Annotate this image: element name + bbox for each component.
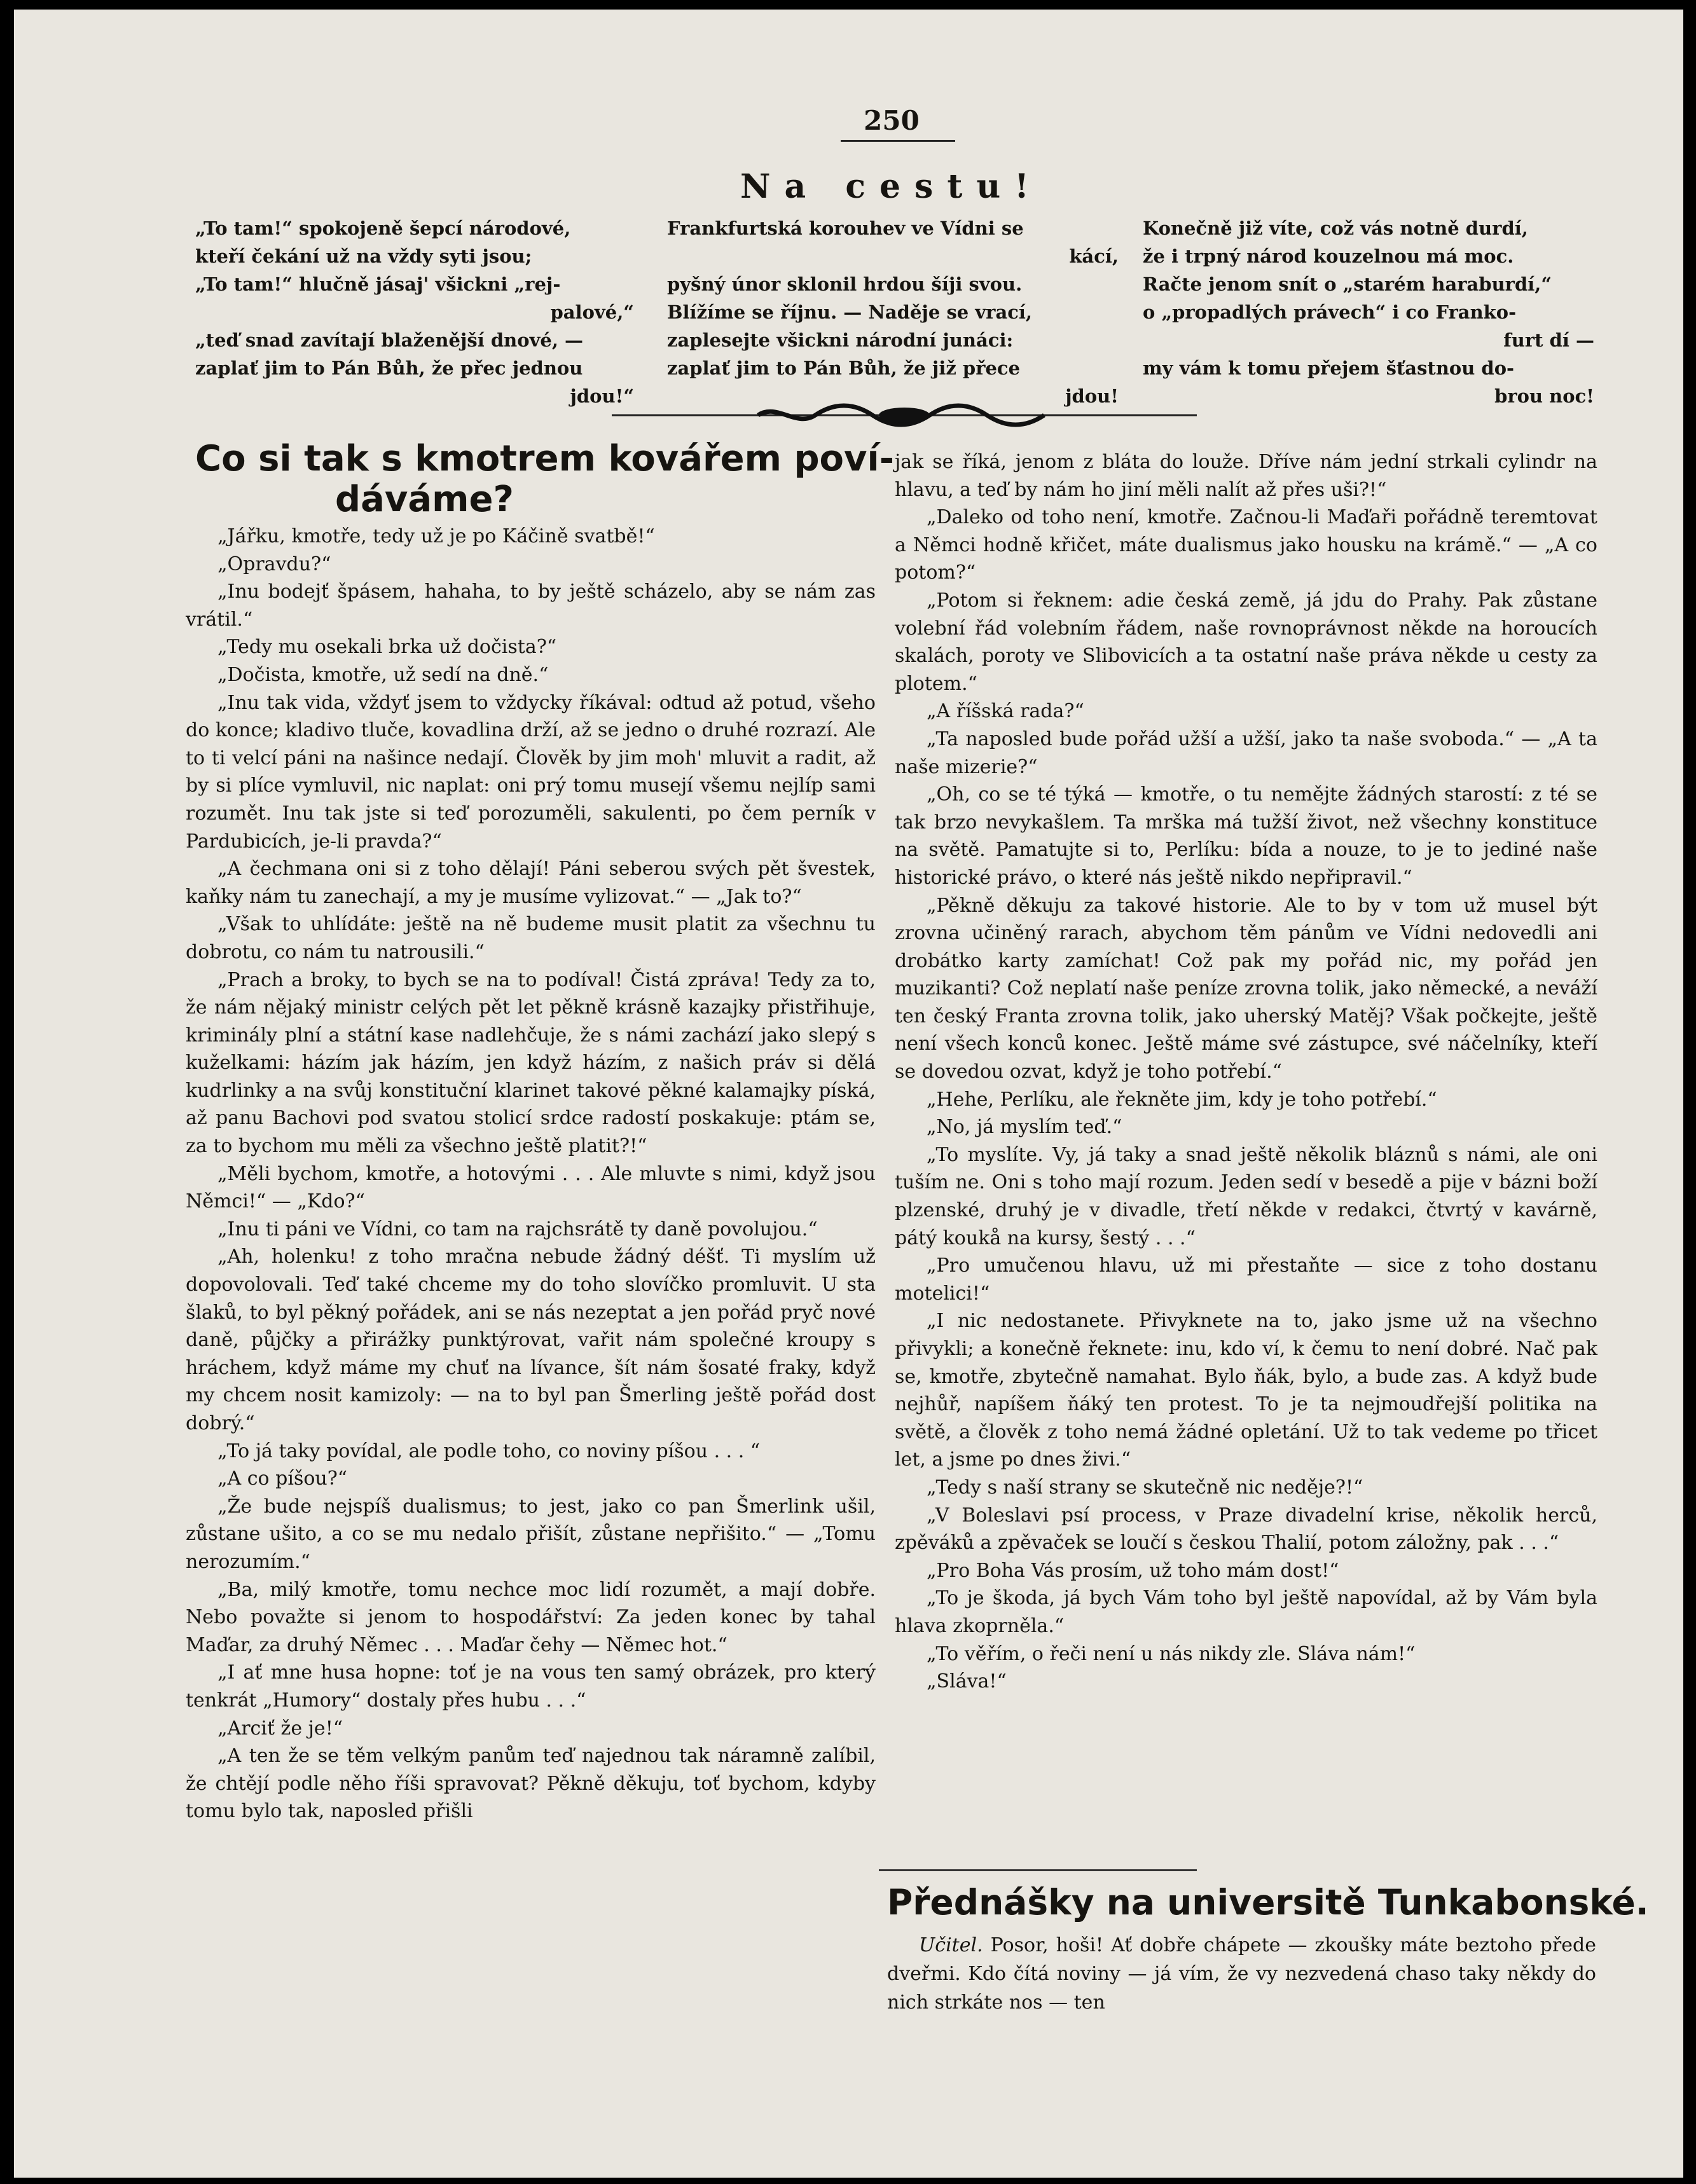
dialogue-paragraph: „Ta naposled bude pořád užší a užší, jako ta naše svoboda.“ — „A ta naše mizerie?“ xyxy=(895,727,1597,778)
poem-stanza-1 xyxy=(195,214,634,410)
lecture-body: Posor, hoši! Ať dobře chápete — zkoušky máte beztoho přede dveřmi. Kdo čítá noviny — já vím, že vy nezvedená chaso taky někdy do nich strkáte nos — ten xyxy=(887,1934,1596,2014)
page-number: 250 xyxy=(864,105,920,136)
article-title-line-2: dáváme? xyxy=(335,479,514,520)
dialogue-paragraph: „To myslíte. Vy, já taky a snad ještě několik bláznů s námi, ale oni tuším ne. Oni s toho mají rozum. Jeden sedí v besedě a pije v bázni boží plzenské, druhý je v divadle, třetí někde v redakci, čtvrtý v kavárně, pátý koukå na kursy, šestý . . .“ xyxy=(895,1143,1597,1249)
dialogue-paragraph: „Sláva!“ xyxy=(927,1670,1007,1693)
dialogue-paragraph: „Pěkně děkuju za takové historie. Ale to by v tom už musel být zrovna učiněný rarach, abychom těm pánům ve Vídni nedovedli ani drobátko karty zamíchat! Což pak my pořád nic, my pořád jen muzikanti? Což neplatí naše peníze zrovna tolik, jako německé, a neváží ten český Franta zrovna tolik, jako uherský Matěj? Však počkejte, ještě není všech konců konec. Ještě máme své zástupce, své náčelníky, kteří se dovedou ozvat, když je toho potřebí.“ xyxy=(895,894,1597,1083)
dialogue-paragraph: jak se říká, jenom z bláta do louže. Dříve nám jední strkali cylindr na hlavu, a teď by nám ho jiní měli nalít až přes uši?!“ xyxy=(895,451,1597,501)
poem-line: o „propadlých právech“ i co Franko- xyxy=(1143,301,1517,323)
dialogue-paragraph: „I ať mne husa hopne: toť je na vous ten samý obrázek, pro který tenkrát „Humory“ dostaly přes hubu . . .“ xyxy=(186,1661,876,1712)
poem-stanza-3 xyxy=(1143,214,1594,410)
dialogue-paragraph: „To já taky povídal, ale podle toho, co noviny píšou . . . “ xyxy=(217,1439,761,1462)
poem-line: Blížíme se říjnu. — Naděje se vrací, xyxy=(667,301,1033,323)
article-column-right xyxy=(895,448,1597,1696)
dialogue-paragraph: „Daleko od toho není, kmotře. Začnou-li Maďaři pořádně teremtovat a Němci hodně křičet, máte dualismus jako housku na krámě.“ — „A co potom?“ xyxy=(895,506,1597,584)
ornament-divider xyxy=(612,396,1197,434)
dialogue-paragraph: „Oh, co se té týká — kmotře, o tu nemějte žádných starostí: z té se tak brzo nevykašlem. Ta mrška má tužší život, než všechny konstituce na světě. Pamatujte si to, Perlíku: bída a nouze, to je to jediné naše historické právo, o které nás ještě nikdo nepřipravil.“ xyxy=(895,783,1597,889)
poem-line: Konečně již víte, což vás notně durdí, xyxy=(1143,217,1528,239)
dialogue-paragraph: „Arciť že je!“ xyxy=(217,1717,343,1740)
poem-title: Na cestu! xyxy=(740,167,1043,206)
lecture-speaker: Učitel. xyxy=(919,1934,983,1956)
dialogue-paragraph: „Ba, milý kmotře, tomu nechce moc lidí rozumět, a mají dobře. Nebo považte si jenom to hospodářství: Za jeden konec by tahal Maďar, za druhý Němec . . . Maďar čehy — Němec hot.“ xyxy=(186,1578,876,1656)
poem-line: Račte jenom snít o „starém haraburdí,“ xyxy=(1143,273,1552,295)
dialogue-paragraph: „Že bude nejspíš dualismus; to jest, jako co pan Šmerlink ušil, zůstane ušito, a co se mu nedalo přišít, zůstane nepřišito.“ — „Tomu nerozumím.“ xyxy=(186,1495,876,1573)
poem-line: jdou! xyxy=(1065,385,1119,407)
dialogue-paragraph: „Pro Boha Vás prosím, už toho mám dost!“ xyxy=(927,1559,1339,1582)
dialogue-paragraph: „Inu bodejť špásem, hahaha, to by ještě scházelo, aby se nám zas vrátil.“ xyxy=(186,580,876,631)
poem-line: jdou!“ xyxy=(570,385,634,407)
dialogue-paragraph: „A ten že se těm velkým panům teď najednou tak náramně zalíbil, že chtějí podle něho říši spravovat? Pěkně děkuju, toť bychom, kdyby tomu bylo tak, naposled přišli xyxy=(186,1745,876,1823)
poem-line: zaplesejte všickni národní junáci: xyxy=(667,329,1014,351)
poem-line: „teď snad zavítají blaženější dnové, — xyxy=(195,329,584,351)
newspaper-page xyxy=(14,10,1683,2178)
dialogue-paragraph: „Dočista, kmotře, už sedí na dně.“ xyxy=(217,663,549,686)
poem-line: kteří čekání už na vždy syti jsou; xyxy=(195,245,532,267)
section-divider xyxy=(879,1869,1197,1871)
dialogue-paragraph: „Tedy s naší strany se skutečně nic neděje?!“ xyxy=(927,1476,1363,1499)
poem-line: brou noc! xyxy=(1494,385,1594,407)
dialogue-paragraph: „Však to uhlídáte: ještě na ně budeme musit platit za všechnu tu dobrotu, co nám tu natrousili.“ xyxy=(186,913,876,963)
dialogue-paragraph: „A říšská rada?“ xyxy=(927,700,1084,723)
dialogue-paragraph: „Inu ti páni ve Vídni, co tam na rajchsrátě ty daně povolujou.“ xyxy=(217,1218,818,1240)
poem-line: zaplať jim to Pán Bůh, že již přece xyxy=(667,357,1021,379)
article-column-left xyxy=(186,523,876,1825)
dialogue-paragraph: „V Boleslavi psí process, v Praze divadelní krise, několik herců, zpěváků a zpěvaček se loučí s českou Thalií, potom záložny, pak . . .“ xyxy=(895,1504,1597,1555)
lecture-text xyxy=(887,1931,1596,2017)
dialogue-paragraph: „Prach a broky, to bych se na to podíval! Čistá zpráva! Tedy za to, že nám nějaký ministr celých pět let pěkně krásně kazajky přistřihuje, kriminály plní a státní kase nadlehčuje, že s námi zachází jako slepý s kuželkami: házím jak házím, jen když házím, z našich práv si dělá kudrlinky a na svůj konstituční klarinet takové pěkné kalamajky píská, až panu Bachovi pod svatou stolicí srdce radostí poskakuje: ptám se, za to bychom mu měli za všechno ještě platit?!“ xyxy=(186,968,876,1158)
poem-line: palové,“ xyxy=(550,301,634,323)
dialogue-paragraph: „Opravdu?“ xyxy=(217,553,331,575)
dialogue-paragraph: „To je škoda, já bych Vám toho byl ještě napovídal, až by Vám byla hlava zkoprněla.“ xyxy=(895,1587,1597,1637)
poem-line: kácí, xyxy=(1069,245,1119,267)
dialogue-paragraph: „Inu tak vida, vždyť jsem to vždycky říkával: odtud až potud, všeho do konce; kladivo tluče, kovadlina drží, až se jedno o druhé rozrazí. Ale to ti velcí páni na našince nedají. Člověk by jim moh' mluvit a radit, až by si plíce vymluvil, nic naplat: oni prý tomu musejí všemu nejlíp sami rozumět. Inu tak jste si teď porozuměli, sakulenti, po čem perník v Pardubicích, je-li pravda?“ xyxy=(186,691,876,853)
article-title xyxy=(195,438,894,520)
article-title-line-1: Co si tak s kmotrem kovářem poví- xyxy=(195,438,894,479)
dialogue-paragraph: „Ah, holenku! z toho mračna nebude žádný déšť. Ti myslím už dopovolovali. Teď také chceme my do toho slovíčko promluvit. U sta šlaků, to byl pěkný pořádek, ani se nás nezeptat a jen pořád pryč nové daně, půjčky a přirážky punktýrovat, vařit nám společné kroupy s hráchem, když máme my chuť na lívance, šít nám šosaté fraky, když my chcem nosit kamizoly: — na to byl pan Šmerling ještě pořád dost dobrý.“ xyxy=(186,1246,876,1434)
poem-line: „To tam!“ spokojeně šepcí národové, xyxy=(195,217,571,239)
poem-line: furt dí — xyxy=(1503,329,1594,351)
dialogue-paragraph: „I nic nedostanete. Přivyknete na to, jako jsme už na všechno přivykli; a konečně řeknete: inu, kdo ví, k čemu to není dobré. Nač pak se, kmotře, zbytečně namahat. Bylo ňák, bylo, a bude zas. A když bude nejhůř, napíšem ňáký ten protest. To je ta nejmoudřejší politika na světě, a člověk z toho nemá žádné opletání. Už to tak vedeme po třicet let, a jsme po dnes živi.“ xyxy=(895,1310,1597,1471)
poem-line: Frankfurtská korouhev ve Vídni se xyxy=(667,217,1024,239)
dialogue-paragraph: „Jářku, kmotře, tedy už je po Káčině svatbě!“ xyxy=(217,525,655,547)
poem-line: „To tam!“ hlučně jásaj' všickni „rej- xyxy=(195,273,561,295)
poem-line: my vám k tomu přejem šťastnou do- xyxy=(1143,357,1515,379)
dialogue-paragraph: „Tedy mu osekali brka už dočista?“ xyxy=(217,636,557,659)
dialogue-paragraph: „A čechmana oni si z toho dělají! Páni seberou svých pět švestek, kaňky nám tu zanechají, a my je musíme vylizovat.“ — „Jak to?“ xyxy=(186,858,876,908)
dialogue-paragraph: „No, já myslím teď.“ xyxy=(927,1116,1122,1139)
lecture-title: Přednášky na universitě Tunkabonské. xyxy=(887,1882,1649,1923)
dialogue-paragraph: „Potom si řeknem: adie česká země, já jdu do Prahy. Pak zůstane volební řád volebním řádem, naše rovnoprávnost někde na horoucích skalách, poroty ve Slibovicích a ta ostatní naše práva někde u cesty za plotem.“ xyxy=(895,589,1597,695)
poem-line: pyšný únor sklonil hrdou šíji svou. xyxy=(667,273,1023,295)
poem-line: zaplať jim to Pán Bůh, že přec jednou xyxy=(195,357,583,379)
dialogue-paragraph: „Měli bychom, kmotře, a hotovými . . . Ale mluvte s nimi, když jsou Němci!“ — „Kdo?“ xyxy=(186,1162,876,1213)
dialogue-paragraph: „Pro umučenou hlavu, už mi přestaňte — sice z toho dostanu motelici!“ xyxy=(895,1254,1597,1305)
dialogue-paragraph: „To věřím, o řeči není u nás nikdy zle. Sláva nám!“ xyxy=(927,1642,1416,1665)
dialogue-paragraph: „Hehe, Perlíku, ale řekněte jim, kdy je toho potřebí.“ xyxy=(927,1088,1437,1111)
page-number-rule xyxy=(841,140,955,142)
poem-line: že i trpný národ kouzelnou má moc. xyxy=(1143,245,1514,267)
dialogue-paragraph: „A co píšou?“ xyxy=(217,1467,348,1490)
poem-stanza-2 xyxy=(667,214,1119,410)
